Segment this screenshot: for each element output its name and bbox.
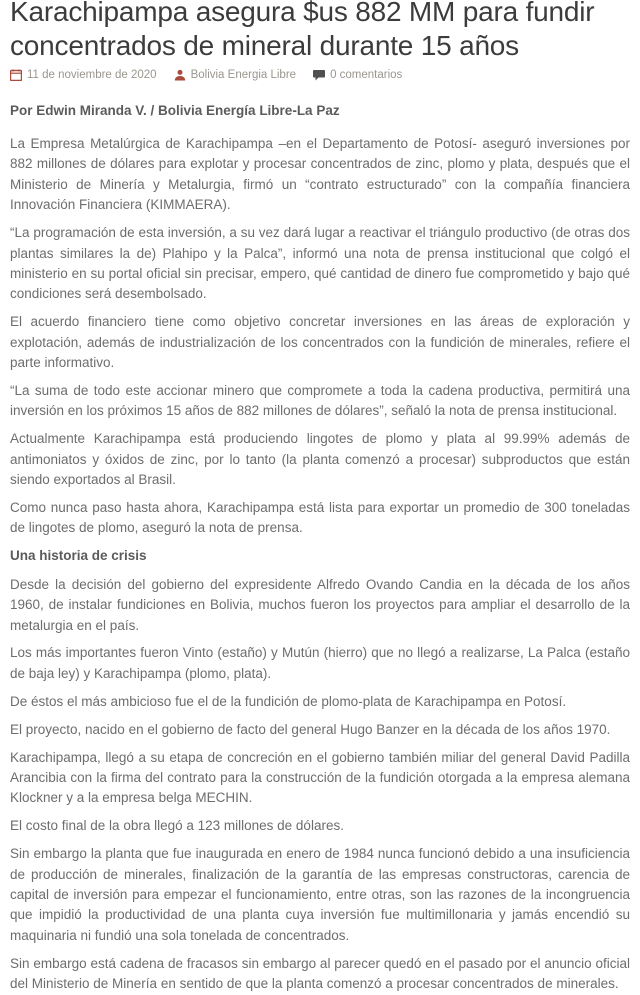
article-paragraph: El acuerdo financiero tiene como objetivo concretar inversiones en las áreas de exploración y explotación, además de industrialización de los concentrados con la fundición de minerales, refiere el parte informativo. — [10, 314, 630, 371]
post-author-link[interactable] — [174, 69, 296, 81]
person-icon — [174, 69, 186, 81]
article-paragraph: La Empresa Metalúrgica de Karachipampa –en el Departamento de Potosí- aseguró inversiones por 882 millones de dólares para explotar y procesar concentrados de zinc, plomo y plata, después que el Ministerio de Minería y Metalurgia, firmó un “contrato estructurado” con la compañía financiera Innovación Financiera (KIMMAERA). — [10, 136, 630, 213]
article-paragraph: Los más importantes fueron Vinto (estaño) y Mutún (hierro) que no llegó a realizarse, La Palca (estaño de baja ley) y Karachipampa (plomo, plata). — [10, 645, 630, 681]
article-paragraph: Desde la decisión del gobierno del expresidente Alfredo Ovando Candia en la década de los años 1960, de instalar fundiciones en Bolivia, muchos fueron los proyectos para ampliar el desarrollo de la metalurgia en el país. — [10, 576, 630, 633]
article-paragraph: Sin embargo la planta que fue inaugurada en enero de 1984 nunca funcionó debido a una insuficiencia de producción de minerales, finalización de la garantía de las empresas constructoras, carencia de capital de inversión para empezar el funcionamiento, entre otras, son las razones de la incongruencia que impidió la productividad de una planta cuya inversión fue multimillonaria y jamás encendió su maquinaria ni fundió una sola tonelada de concentrados. — [10, 846, 630, 943]
post-date-label: 11 de noviembre de 2020 — [27, 69, 157, 81]
article-paragraph: El costo final de la obra llegó a 123 millones de dólares. — [10, 818, 344, 834]
comment-icon — [313, 69, 325, 81]
calendar-icon — [10, 69, 22, 81]
article-body — [10, 134, 630, 995]
post-author-label: Bolivia Energia Libre — [190, 69, 297, 81]
post-date-link[interactable] — [10, 69, 157, 81]
article-paragraph: Como nunca paso hasta ahora, Karachipampa está lista para exportar un promedio de 300 toneladas de lingotes de plomo, aseguró la nota de prensa. — [10, 500, 630, 536]
article-title: Karachipampa asegura $us 882 MM para fundir concentrados de mineral durante 15 años — [10, 0, 595, 61]
post-comments-label: 0 comentarios — [330, 69, 403, 81]
article-byline: Por Edwin Miranda V. / Bolivia Energía Libre-La Paz — [10, 103, 340, 118]
article-meta-row — [10, 69, 630, 81]
article-paragraph: Sin embargo está cadena de fracasos sin embargo al parecer quedó en el pasado por el anuncio oficial del Ministerio de Minería en sentido de que la planta comenzó a procesar concentrados de minerales. — [10, 955, 630, 992]
article-subheading: Una historia de crisis — [10, 548, 147, 564]
article-paragraph: “La suma de todo este accionar minero que compromete a toda la cadena productiva, permitirá una inversión en los próximos 15 años de 882 millones de dólares”, señaló la nota de prensa institucional. — [10, 382, 630, 419]
article-paragraph: De éstos el más ambicioso fue el de la fundición de plomo-plata de Karachipampa en Potosí. — [10, 693, 567, 709]
article-paragraph: Actualmente Karachipampa está produciendo lingotes de plomo y plata al 99.99% además de antimoniatos y óxidos de zinc, por lo tanto (la planta comenzó a procesar) subproductos que están siendo exportados al Brasil. — [10, 431, 630, 488]
article-paragraph: El proyecto, nacido en el gobierno de facto del general Hugo Banzer en la década de los años 1970. — [10, 721, 611, 737]
article-paragraph: Karachipampa, llegó a su etapa de concreción en el gobierno también miliar del general David Padilla Arancibia con la firma del contrato para la construcción de la fundición otorgada a la empresa alemana Klockner y a la empresa belga MECHIN. — [10, 749, 630, 806]
article-paragraph: “La programación de esta inversión, a su vez dará lugar a reactivar el triángulo productivo (de otras dos plantas similares la de) Plahipo y la Palca”, informó una nota de prensa institucional que colgó el ministerio en su portal oficial sin precisar, empero, qué cantidad de dinero fue comprometido y bajo qué condiciones será desembolsado. — [10, 225, 630, 302]
post-comments-link[interactable] — [313, 69, 402, 81]
